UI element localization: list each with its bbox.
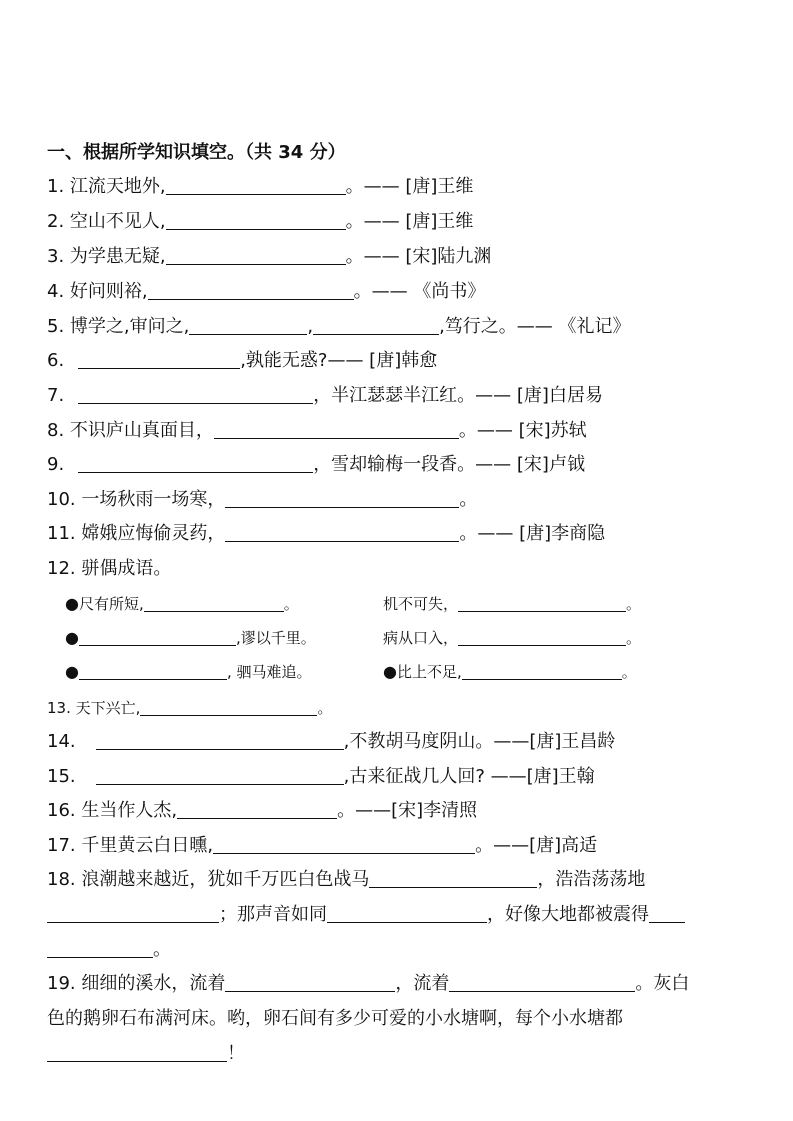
question-18-line-1 <box>47 868 645 892</box>
q12-row1-left <box>65 593 299 615</box>
question-16 <box>47 799 477 823</box>
q12-r1b-prefix: 机不可失， <box>383 595 459 613</box>
q18-blank-2[interactable] <box>47 904 219 923</box>
q12-r3a-blank[interactable] <box>79 664 227 680</box>
q1-blank[interactable] <box>166 176 346 195</box>
q2-blank[interactable] <box>166 211 346 230</box>
question-17 <box>47 834 597 858</box>
question-14 <box>47 730 615 754</box>
q19-l1-prefix: 19. 细细的溪水，流着 <box>47 973 226 994</box>
question-9 <box>47 453 585 477</box>
q7-prefix: 7. <box>47 385 65 406</box>
q4-suffix: 。—— 《尚书》 <box>353 281 486 302</box>
q18-blank-3[interactable] <box>327 904 487 923</box>
q3-prefix: 3. 为学患无疑, <box>47 246 166 267</box>
q7-blank[interactable] <box>78 385 313 404</box>
q5-prefix: 5. 博学之,审问之, <box>47 316 190 337</box>
q7-suffix: ，半江瑟瑟半江红。—— [唐]白居易 <box>313 385 603 406</box>
q8-prefix: 8. 不识庐山真面目， <box>47 420 214 441</box>
q14-suffix: ,不教胡马度阴山。——[唐]王昌龄 <box>343 731 616 752</box>
q12-r2b-prefix: 病从口入， <box>383 629 459 647</box>
q17-suffix: 。——[唐]高适 <box>475 835 598 856</box>
q10-prefix: 10. 一场秋雨一场寒， <box>47 489 226 510</box>
q12-r1b-suffix: 。 <box>626 595 642 613</box>
q9-blank[interactable] <box>78 454 313 473</box>
q18-l1-prefix: 18. 浪潮越来越近，犹如千万匹白色战马 <box>47 869 370 890</box>
q4-prefix: 4. 好问则裕, <box>47 281 148 302</box>
q12-row2-right <box>383 627 641 649</box>
q12-row3-left <box>65 661 312 683</box>
question-10 <box>47 488 477 512</box>
q16-blank[interactable] <box>177 800 337 819</box>
q13-suffix: 。 <box>317 699 333 717</box>
q18-blank-1[interactable] <box>369 869 537 888</box>
q18-l1-suffix: ，浩浩荡荡地 <box>537 869 646 890</box>
q13-prefix: 13. 天下兴亡, <box>47 699 141 717</box>
q6-blank[interactable] <box>78 350 240 369</box>
q10-suffix: 。 <box>459 489 478 510</box>
q4-blank[interactable] <box>148 281 354 300</box>
q12-r1a-bullet: ● <box>65 594 79 613</box>
question-4 <box>47 280 485 304</box>
q12-r1a-prefix: 尺有所短, <box>78 595 144 613</box>
q19-l3-suffix: ！ <box>227 1043 245 1064</box>
q14-blank[interactable] <box>96 731 344 750</box>
question-2 <box>47 210 473 234</box>
question-1 <box>47 175 473 199</box>
section-title: 一、根据所学知识填空。（共 34 分） <box>47 142 346 163</box>
q12-r2a-blank[interactable] <box>79 630 236 646</box>
q12-r3a-bullet: ● <box>65 662 79 681</box>
q11-blank[interactable] <box>225 523 459 542</box>
q11-prefix: 11. 嫦娥应悔偷灵药， <box>47 523 226 544</box>
q12-r3a-suffix: , 驷马难追。 <box>226 663 312 681</box>
q12-r3b-suffix: 。 <box>621 663 637 681</box>
question-19-line-1 <box>47 972 689 996</box>
question-18-line-2 <box>47 903 685 927</box>
q12-row3-right <box>383 661 637 683</box>
question-12-label: 12. 骈偶成语。 <box>47 558 172 579</box>
question-13 <box>47 697 332 719</box>
question-6 <box>47 349 437 373</box>
q17-prefix: 17. 千里黄云白日曛, <box>47 835 214 856</box>
q19-blank-3[interactable] <box>47 1043 227 1062</box>
q15-suffix: ,古来征战几人回? ——[唐]王翰 <box>343 766 595 787</box>
q18-blank-4[interactable] <box>649 904 685 923</box>
q1-prefix: 1. 江流天地外, <box>47 176 166 197</box>
q10-blank[interactable] <box>225 489 459 508</box>
q15-blank[interactable] <box>96 766 344 785</box>
q12-row2-left <box>65 627 316 649</box>
q12-r1a-suffix: 。 <box>283 595 299 613</box>
q12-r1b-blank[interactable] <box>458 596 626 612</box>
question-11 <box>47 522 605 546</box>
question-19-line-2: 色的鹅卵石布满河床。哟，卵石间有多少可爱的小水塘啊，每个小水塘都 <box>47 1008 623 1029</box>
q5-blank-2[interactable] <box>313 316 439 335</box>
q17-blank[interactable] <box>213 835 475 854</box>
q8-suffix: 。—— [宋]苏轼 <box>458 420 587 441</box>
q2-suffix: 。—— [唐]王维 <box>345 211 474 232</box>
q5-blank-1[interactable] <box>189 316 307 335</box>
q18-l3-suffix: 。 <box>153 939 171 960</box>
q6-prefix: 6. <box>47 350 65 371</box>
q14-prefix: 14. <box>47 731 76 752</box>
question-7 <box>47 384 603 408</box>
q18-blank-4-cont[interactable] <box>47 939 153 958</box>
question-8 <box>47 419 587 443</box>
question-15 <box>47 765 595 789</box>
q19-l1-mid: ，流着 <box>395 973 450 994</box>
q2-prefix: 2. 空山不见人, <box>47 211 166 232</box>
q12-r3b-bullet: ● <box>383 662 397 681</box>
q5-suffix: ,笃行之。—— 《礼记》 <box>439 316 631 337</box>
q18-l2-suffix: ，好像大地都被震得 <box>487 904 649 925</box>
q5-mid: , <box>307 316 314 337</box>
q15-prefix: 15. <box>47 766 76 787</box>
q3-blank[interactable] <box>166 246 346 265</box>
question-3 <box>47 245 491 269</box>
q12-r3b-blank[interactable] <box>462 664 622 680</box>
q1-suffix: 。—— [唐]王维 <box>345 176 474 197</box>
q12-r2a-bullet: ● <box>65 628 79 647</box>
q19-blank-1[interactable] <box>225 973 395 992</box>
question-5 <box>47 315 631 339</box>
q12-r2b-blank[interactable] <box>458 630 626 646</box>
q12-r2a-suffix: ,谬以千里。 <box>235 629 316 647</box>
question-18-line-3 <box>47 938 171 962</box>
q8-blank[interactable] <box>214 420 459 439</box>
q9-suffix: ，雪却输梅一段香。—— [宋]卢钺 <box>313 454 585 475</box>
q12-r2b-suffix: 。 <box>626 629 642 647</box>
q6-suffix: ,孰能无惑?—— [唐]韩愈 <box>240 350 438 371</box>
q11-suffix: 。—— [唐]李商隐 <box>459 523 606 544</box>
q19-blank-2[interactable] <box>449 973 635 992</box>
q13-blank[interactable] <box>140 700 317 716</box>
q18-l2-mid: ；那声音如同 <box>219 904 327 925</box>
q3-suffix: 。—— [宋]陆九渊 <box>345 246 492 267</box>
q16-suffix: 。——[宋]李清照 <box>337 800 478 821</box>
q19-l1-suffix: 。灰白 <box>635 973 690 994</box>
q16-prefix: 16. 生当作人杰, <box>47 800 178 821</box>
q12-r1a-blank[interactable] <box>144 596 284 612</box>
q12-r3b-prefix: 比上不足, <box>396 663 462 681</box>
q12-row1-right <box>383 593 641 615</box>
q9-prefix: 9. <box>47 454 65 475</box>
question-19-line-3 <box>47 1042 245 1066</box>
